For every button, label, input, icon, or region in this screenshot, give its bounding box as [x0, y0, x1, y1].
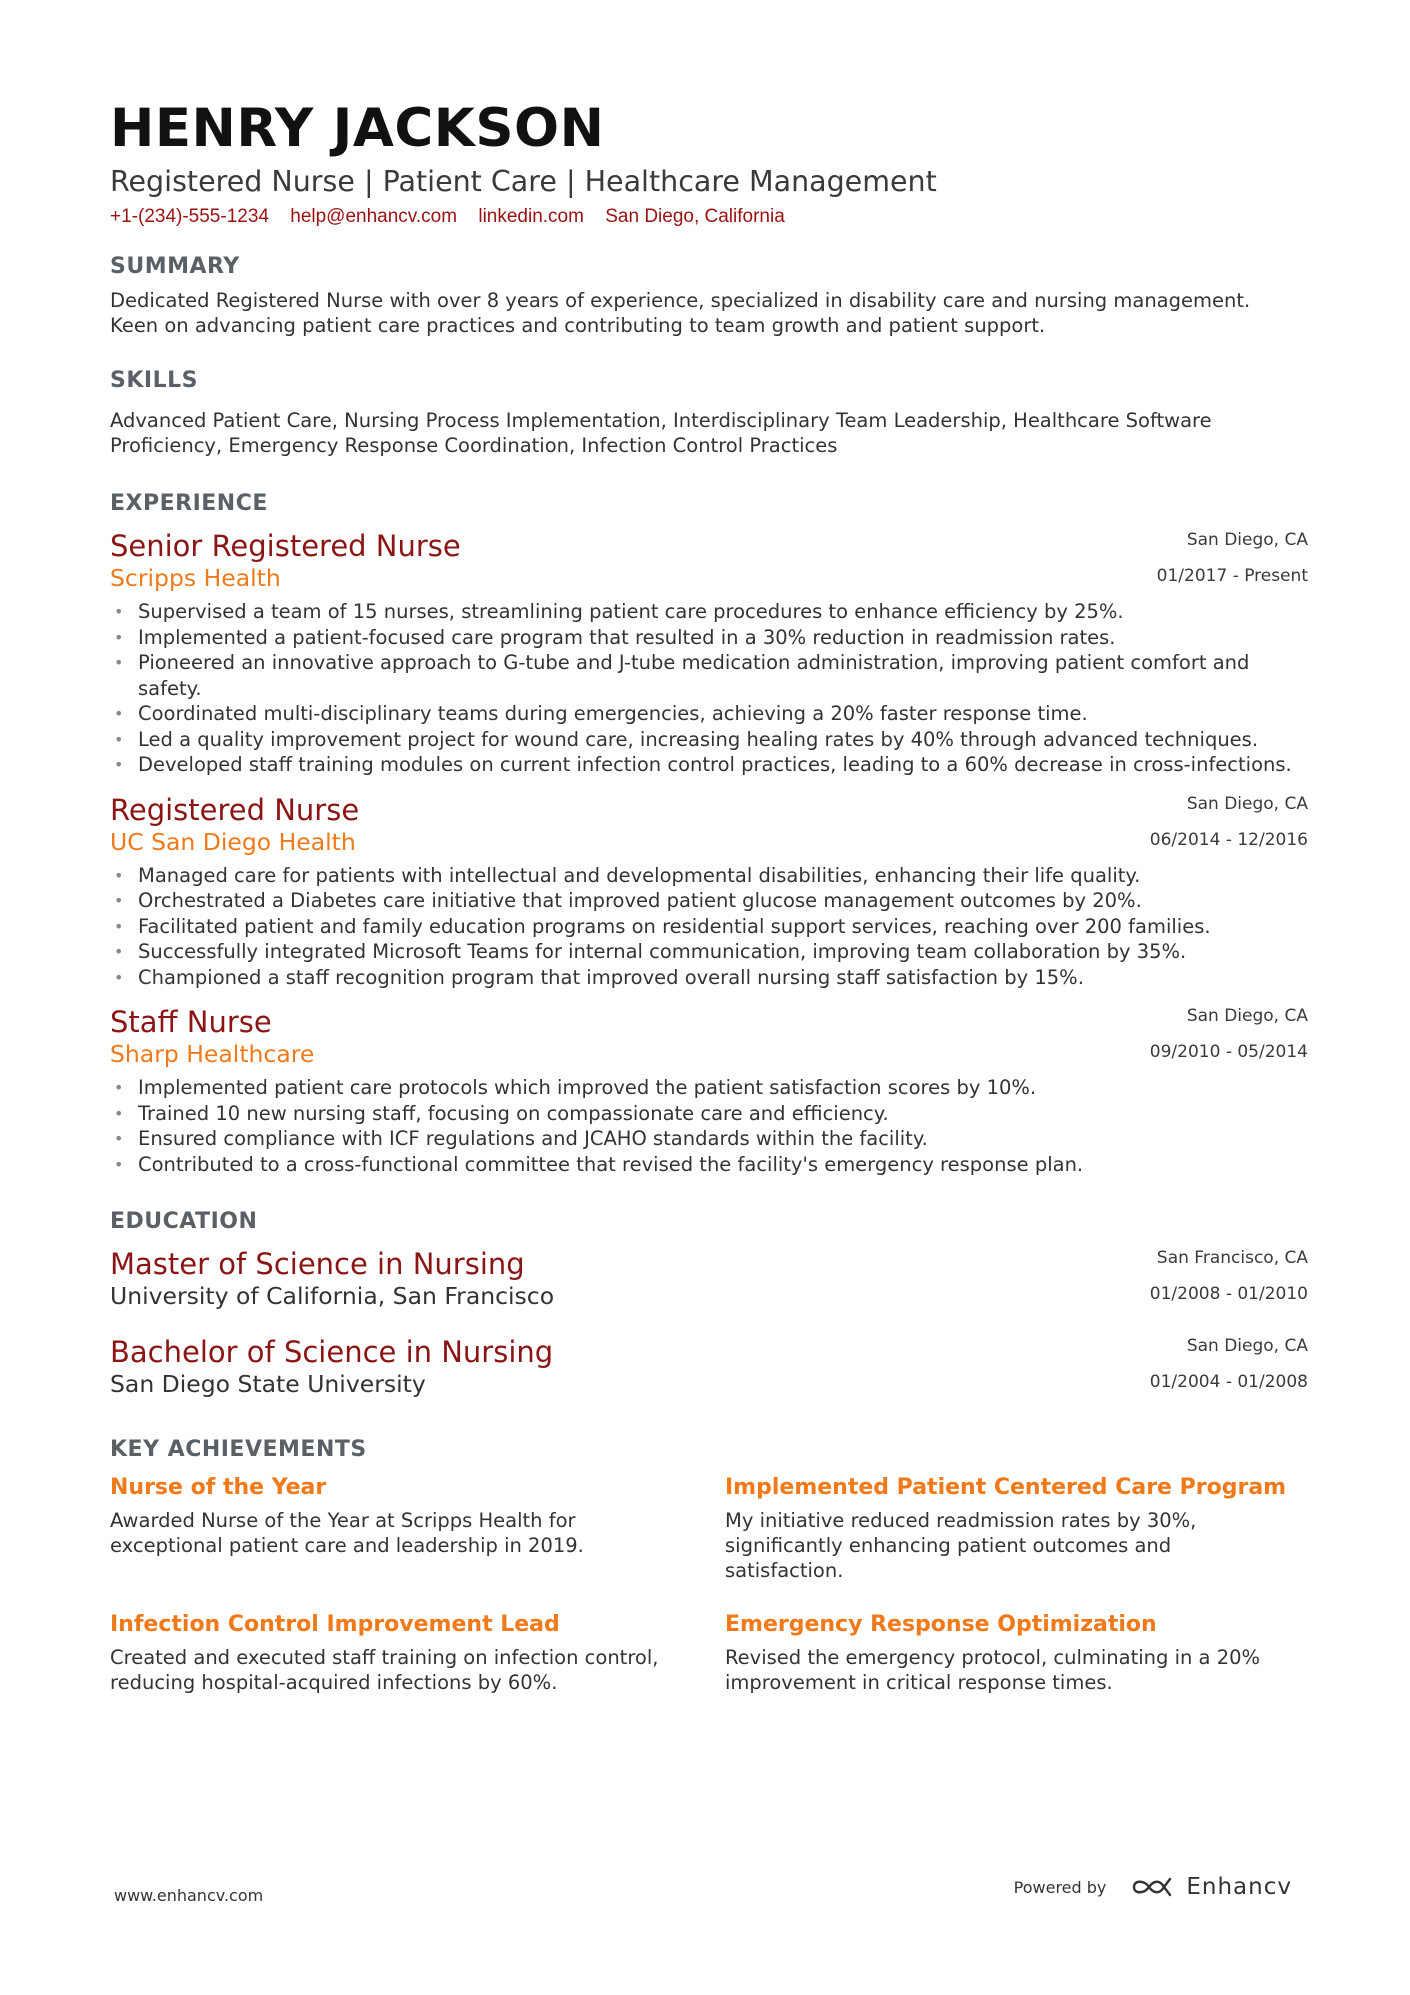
- experience-item: [110, 529, 1308, 778]
- skills-text: [110, 408, 1308, 458]
- job-dates: 09/2010 - 05/2014: [1149, 1042, 1308, 1062]
- bullet-icon: •: [114, 602, 124, 621]
- list-item: • Coordinated multi-disciplinary teams during emergencies, achieving a 20% faster response time.: [114, 702, 1088, 725]
- achievement-desc: Awarded Nurse of the Year at Scripps Health for exceptional patient care and leadership in 2019.: [110, 1509, 584, 1557]
- bullet-icon: •: [114, 967, 124, 987]
- candidate-headline: Registered Nurse | Patient Care | Healthcare Management: [110, 165, 937, 198]
- job-meta: [1150, 1005, 1308, 1063]
- job-title: Senior Registered Nurse: [110, 529, 461, 563]
- contact-location: San Diego, California: [605, 206, 785, 227]
- achievements-grid: [110, 1474, 1308, 1695]
- job-location: San Diego, CA: [1186, 530, 1308, 550]
- achievement-title: Nurse of the Year: [110, 1475, 327, 1500]
- list-item: • Managed care for patients with intellectual and developmental disabilities, enhancing their life quality.: [114, 863, 1141, 887]
- skills-line-1: Advanced Patient Care, Nursing Process Implementation, Interdisciplinary Team Leadership, Healthcare Software: [110, 409, 1212, 432]
- bullet-icon: •: [114, 1103, 124, 1123]
- education-dates: 01/2004 - 01/2008: [1149, 1372, 1308, 1392]
- job-meta: [1150, 793, 1308, 851]
- bullet-icon: •: [114, 704, 124, 723]
- job-title: Staff Nurse: [110, 1005, 272, 1039]
- job-dates: 06/2014 - 12/2016: [1149, 829, 1308, 850]
- bullet-icon: •: [114, 916, 124, 936]
- education-item: [110, 1247, 1308, 1311]
- bullet-icon: •: [114, 942, 124, 961]
- job-location: San Diego, CA: [1186, 793, 1308, 814]
- contact-line: [110, 204, 1308, 230]
- list-item: • Facilitated patient and family education programs on residential support services, reaching over 200 families.: [114, 914, 1211, 938]
- bullet-icon: •: [114, 755, 124, 774]
- bullet-icon: •: [114, 1154, 124, 1174]
- skills-line-2: Proficiency, Emergency Response Coordination, Infection Control Practices: [110, 434, 838, 457]
- job-dates: 01/2017 - Present: [1156, 566, 1308, 586]
- job-company: Scripps Health: [110, 564, 281, 592]
- achievement-title: Emergency Response Optimization: [725, 1612, 1157, 1637]
- education-school: University of California, San Francisco: [110, 1282, 555, 1310]
- achievement-item: [725, 1474, 1308, 1583]
- contact-linkedin[interactable]: linkedin.com: [478, 206, 584, 227]
- job-bullets: [110, 599, 1308, 778]
- achievement-desc: Revised the emergency protocol, culminating in a 20% improvement in critical response times.: [725, 1646, 1261, 1694]
- experience-item: [110, 793, 1308, 991]
- summary-line-1: Dedicated Registered Nurse with over 8 years of experience, specialized in disability care and nursing management.: [110, 289, 1251, 312]
- achievement-item: [725, 1611, 1308, 1695]
- resume-content: [110, 98, 1308, 1695]
- experience-heading: EXPERIENCE: [110, 491, 268, 516]
- experience-item: [110, 1005, 1308, 1177]
- education-meta: [1150, 1247, 1308, 1305]
- achievement-title: Infection Control Improvement Lead: [110, 1612, 560, 1637]
- education-dates: 01/2008 - 01/2010: [1149, 1284, 1308, 1304]
- contact-phone[interactable]: +1-(234)-555-1234: [110, 206, 269, 227]
- education-location: San Diego, CA: [1186, 1336, 1308, 1356]
- job-bullets: [110, 1075, 1308, 1177]
- bullet-icon: •: [114, 729, 124, 749]
- job-company: Sharp Healthcare: [110, 1040, 315, 1068]
- bullet-icon: •: [114, 653, 124, 672]
- bullet-icon: •: [114, 1078, 124, 1097]
- list-item: • Implemented patient care protocols which improved the patient satisfaction scores by 10%.: [114, 1076, 1037, 1099]
- footer-branding: [1014, 1874, 1292, 1900]
- job-bullets: [110, 863, 1308, 991]
- achievements-heading: KEY ACHIEVEMENTS: [110, 1437, 367, 1462]
- list-item: • Developed staff training modules on current infection control practices, leading to a 60% decrease in cross-infections.: [114, 753, 1292, 776]
- list-item: • Orchestrated a Diabetes care initiative that improved patient glucose management outcomes by 20%.: [114, 889, 1142, 912]
- summary-heading: SUMMARY: [110, 254, 240, 279]
- infinity-logo-icon: [1130, 1875, 1176, 1899]
- contact-email[interactable]: help@enhancv.com: [290, 206, 458, 227]
- powered-by-label: Powered by: [1013, 1877, 1107, 1897]
- bullet-icon: •: [114, 865, 124, 885]
- candidate-name: HENRY JACKSON: [110, 98, 605, 159]
- list-item: • Trained 10 new nursing staff, focusing on compassionate care and efficiency.: [114, 1101, 889, 1125]
- list-item: • Supervised a team of 15 nurses, streamlining patient care procedures to enhance efficiency by 25%.: [114, 600, 1124, 623]
- achievement-item: [110, 1474, 725, 1583]
- job-title: Registered Nurse: [110, 792, 360, 827]
- bullet-icon: •: [114, 891, 124, 910]
- list-item: • Implemented a patient-focused care program that resulted in a 30% reduction in readmission rates.: [114, 625, 1116, 649]
- bullet-icon: •: [114, 1129, 124, 1148]
- education-item: [110, 1335, 1308, 1399]
- list-item: • Contributed to a cross-functional committee that revised the facility's emergency response plan.: [114, 1152, 1084, 1176]
- achievement-item: [110, 1611, 725, 1695]
- list-item: • Ensured compliance with ICF regulations and JCAHO standards within the facility.: [114, 1127, 928, 1150]
- skills-heading: SKILLS: [110, 368, 198, 393]
- achievement-desc: Created and executed staff training on infection control, reducing hospital-acquired infections by 60%.: [110, 1646, 659, 1694]
- achievement-title: Implemented Patient Centered Care Program: [725, 1475, 1287, 1500]
- job-location: San Diego, CA: [1186, 1006, 1308, 1026]
- education-meta: [1150, 1335, 1308, 1393]
- list-item: • Successfully integrated Microsoft Teams for internal communication, improving team collaboration by 35%.: [114, 940, 1187, 963]
- list-item: • Led a quality improvement project for wound care, increasing healing rates by 40% through advanced techniques.: [114, 727, 1259, 751]
- job-company: UC San Diego Health: [110, 827, 356, 856]
- achievement-desc: My initiative reduced readmission rates by 30%, significantly enhancing patient outcomes and satisfaction.: [725, 1509, 1197, 1582]
- bullet-icon: •: [114, 627, 124, 647]
- brand-logo[interactable]: [1130, 1874, 1292, 1900]
- footer-website[interactable]: www.enhancv.com: [114, 1886, 264, 1905]
- summary-text: [110, 288, 1308, 338]
- education-school: San Diego State University: [110, 1370, 426, 1398]
- education-degree: Master of Science in Nursing: [110, 1247, 525, 1281]
- job-meta: [1157, 529, 1308, 587]
- brand-name: Enhancv: [1186, 1874, 1292, 1900]
- education-heading: EDUCATION: [110, 1209, 258, 1234]
- list-item: • Championed a staff recognition program that improved overall nursing staff satisfaction by 15%.: [114, 965, 1084, 989]
- education-degree: Bachelor of Science in Nursing: [110, 1335, 554, 1369]
- list-item: • Pioneered an innovative approach to G-tube and J-tube medication administration, improving patient comfort and safety.: [114, 651, 1250, 700]
- education-location: San Francisco, CA: [1156, 1248, 1308, 1268]
- summary-line-2: Keen on advancing patient care practices and contributing to team growth and patient support.: [110, 314, 1046, 337]
